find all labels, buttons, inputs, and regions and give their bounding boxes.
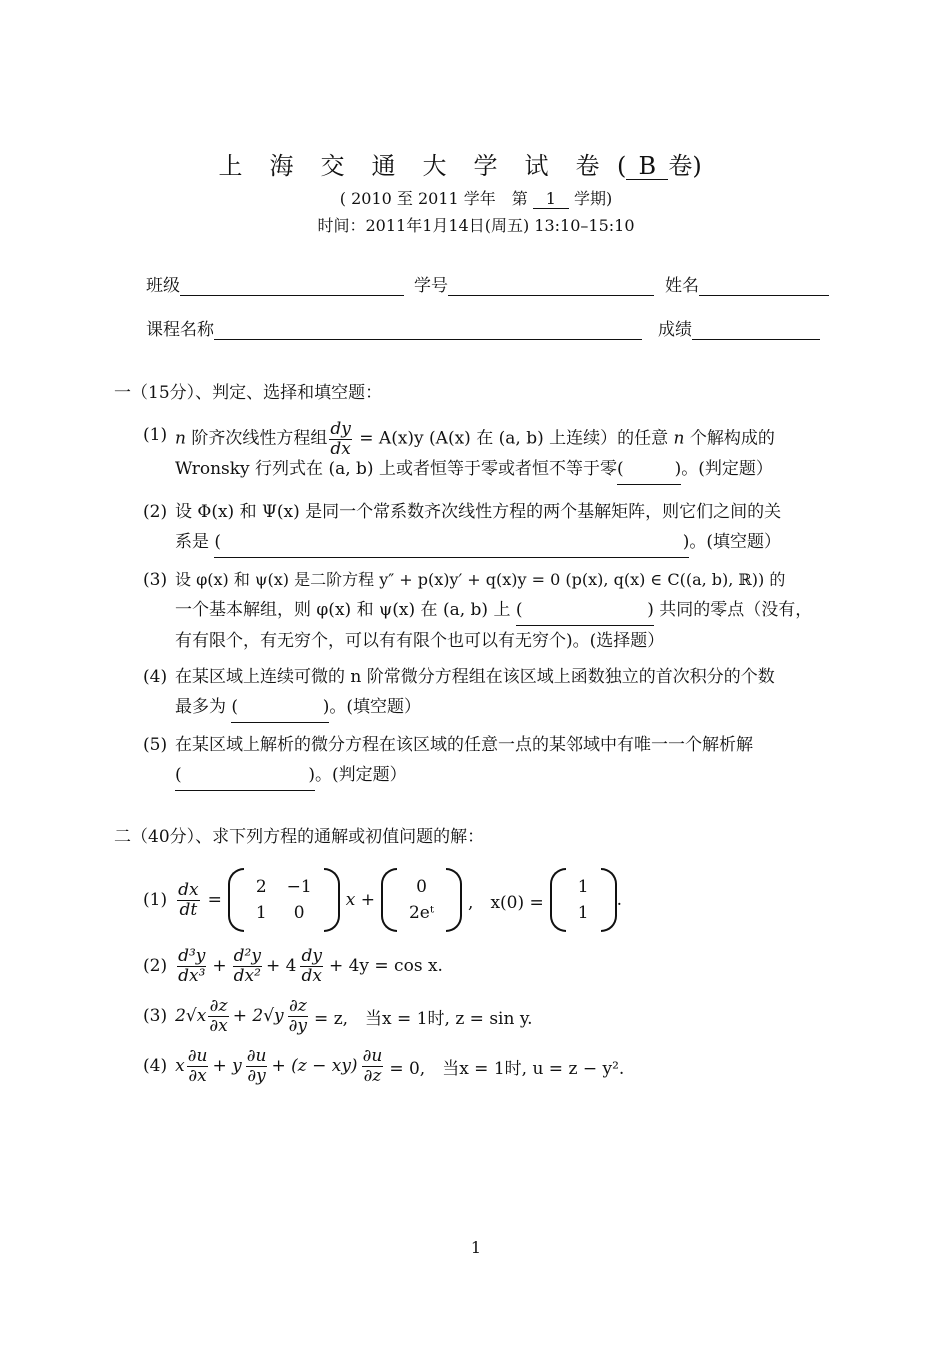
forcing-vector: 0 2eᵗ	[381, 874, 462, 926]
problem-2-4: (4) x $\frac{\partial u}{\partial x}$ + y $\frac{\partial u}{\partial y}$ + (z − xy) $\frac{\partial u}{\partial z}$ = 0, 当x = 1时, u = z − y².	[143, 1045, 625, 1086]
score-label: 成绩	[658, 320, 692, 340]
course-blank[interactable]	[214, 321, 642, 340]
title-char: 试	[524, 152, 549, 180]
exam-title	[205, 146, 702, 181]
paper-open: (	[617, 152, 627, 180]
q-type: 。(填空题）	[329, 697, 422, 717]
title-char: 交	[320, 152, 345, 180]
title-char: 上	[218, 152, 243, 180]
paper-close: 卷)	[668, 152, 702, 180]
question-body	[175, 730, 848, 791]
math-n: n	[175, 428, 186, 449]
question-number: (2)	[143, 956, 168, 976]
semester-value: 1	[533, 191, 569, 209]
q-type: 。(判定题）	[681, 459, 773, 480]
name-field	[665, 271, 829, 296]
q-text: 一个基本解组，则 φ(x) 和 ψ(x) 在 (a, b) 上	[175, 600, 511, 620]
q-type: 。(判定题）	[315, 765, 407, 785]
name-blank[interactable]	[699, 277, 829, 296]
q-text: 阶齐次线性方程组	[191, 428, 328, 449]
paper-version-group	[617, 146, 702, 181]
question-number: (4)	[143, 667, 168, 687]
math-n: n	[673, 428, 685, 449]
title-char: 通	[371, 152, 396, 180]
q-text: 设 Φ(x) 和 Ψ(x) 是同一个常系数齐次线性方程的两个基解矩阵，则它们之间的关	[175, 502, 782, 522]
answer-blank[interactable]: ( )	[516, 595, 654, 626]
class-field	[146, 271, 404, 296]
score-blank[interactable]	[692, 321, 820, 340]
question-number: (2)	[143, 502, 168, 522]
year-suffix: 学期)	[573, 189, 613, 208]
q-text: = A(x)y (A(x) 在 (a, b) 上连续）的任意	[359, 428, 669, 449]
section-1-heading: 一（15分）、判定、选择和填空题：	[114, 383, 383, 403]
page-number: 1	[470, 1238, 482, 1257]
question-number: (3)	[143, 1006, 168, 1026]
course-field	[146, 315, 642, 340]
class-label: 班级	[146, 276, 180, 296]
answer-blank[interactable]: ( )	[175, 760, 315, 791]
initial-value-vector: 1 1	[550, 874, 617, 926]
question-body	[175, 662, 848, 723]
q-text: Wronsky 行列式在 (a, b) 上或者恒等于零或者恒不等于零	[175, 459, 617, 480]
answer-blank[interactable]: ( )	[617, 454, 681, 485]
q-text: 在某区域上解析的微分方程在该区域的任意一点的某邻域中有唯一一个解析解	[175, 735, 753, 755]
section-2-heading: 二（40分）、求下列方程的通解或初值问题的解：	[114, 827, 485, 847]
derivative-fraction: $\frac{dx}{dt}$	[178, 879, 199, 920]
student-id-label: 学号	[414, 276, 448, 296]
title-char: 卷	[575, 152, 600, 180]
question-number: (1)	[143, 425, 168, 445]
time-line: 时间：2011年1月14日(周五) 13:10–15:10	[317, 216, 635, 235]
q-type: 。(填空题）	[689, 532, 782, 552]
question-1-4	[143, 662, 848, 722]
q-text: 设 φ(x) 和 ψ(x) 是二阶方程 y″ + p(x)y′ + q(x)y = 0 (p(x), q(x) ∈ C((a, b), ℝ)) 的	[175, 570, 786, 589]
score-field	[658, 315, 820, 340]
title-char: 大	[422, 152, 447, 180]
question-body	[175, 420, 848, 485]
title-char: 海	[269, 152, 294, 180]
answer-blank[interactable]: ( )	[214, 527, 689, 558]
class-blank[interactable]	[180, 277, 404, 296]
problem-2-3: (3) 2√x $\frac{\partial z}{\partial x}$ + 2√y $\frac{\partial z}{\partial y}$ = z, 当x = 1时, z = sin y.	[143, 995, 533, 1036]
year-line	[0, 186, 952, 209]
derivative-fraction: $\frac{dy}{dx}$	[330, 419, 351, 459]
q-text: 最多为	[175, 697, 226, 717]
title-char: 学	[473, 152, 498, 180]
q-text: 在某区域上连续可微的 n 阶常微分方程组在该区域上函数独立的首次积分的个数	[175, 667, 775, 687]
coefficient-matrix: 2 −1 1 0	[228, 874, 340, 926]
paper-version: B	[626, 154, 668, 180]
question-1-1	[143, 420, 848, 490]
question-number: (3)	[143, 570, 168, 590]
student-id-field	[414, 271, 654, 296]
q-text: 共同的零点（没有，	[659, 600, 813, 620]
question-1-2	[143, 497, 848, 557]
student-id-blank[interactable]	[448, 277, 654, 296]
q-text: 系是	[175, 532, 209, 552]
question-number: (4)	[143, 1056, 168, 1076]
course-label: 课程名称	[146, 320, 214, 340]
problem-2-1: (1) $\frac{dx}{dt}$ = 2 −1 1 0 x + 0 2eᵗ , x(0) = 1 1 .	[143, 860, 843, 940]
answer-blank[interactable]: ( )	[231, 692, 329, 723]
problem-2-2: (2) $\frac{\text{d³y}}{\text{dx³}}$ + $\frac{\text{d²y}}{\text{dx²}}$ + 4 $\frac{dy}{dx}$ + 4y = cos x.	[143, 945, 443, 986]
name-label: 姓名	[665, 276, 699, 296]
question-body	[175, 565, 848, 656]
q-text: 有有限个，有无穷个，可以有有限个也可以有无穷个)。(选择题）	[175, 631, 665, 651]
question-1-5	[143, 730, 848, 790]
question-1-3	[143, 565, 848, 657]
question-number: (5)	[143, 735, 168, 755]
year-prefix: ( 2010 至 2011 学年 第	[339, 189, 528, 208]
question-number: (1)	[143, 890, 168, 910]
q-text: 个解构成的	[689, 428, 775, 449]
question-body	[175, 497, 848, 558]
